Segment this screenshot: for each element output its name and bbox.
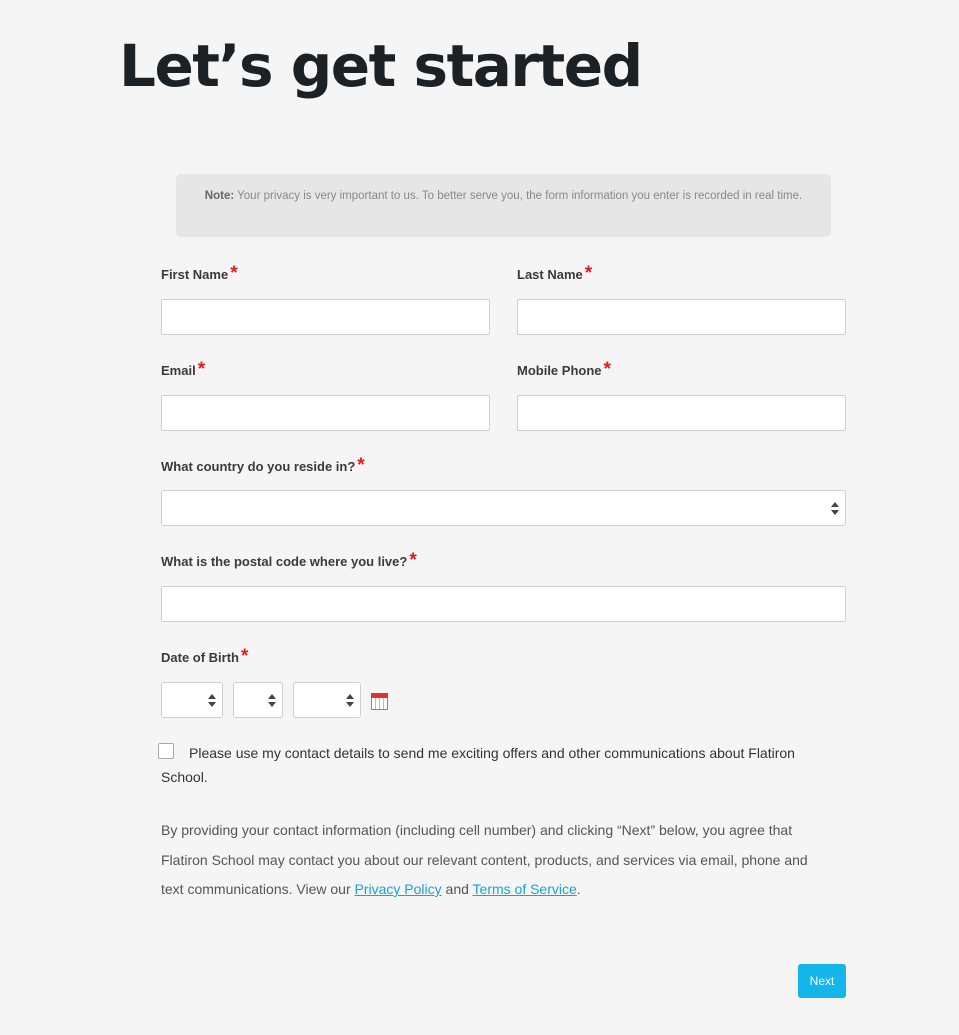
- last-name-input[interactable]: [517, 299, 846, 335]
- dob-day-select[interactable]: [233, 682, 283, 718]
- note-label: Note:: [204, 190, 235, 202]
- first-name-label-text: First Name: [161, 267, 229, 282]
- disclaimer-text: [161, 816, 831, 905]
- required-asterisk: *: [584, 263, 593, 284]
- dob-month-select[interactable]: [161, 682, 223, 718]
- last-name-label: [517, 263, 593, 284]
- updown-arrows-icon: [831, 502, 839, 516]
- required-asterisk: *: [197, 359, 206, 380]
- disclaimer-and: and: [441, 881, 473, 897]
- last-name-label-text: Last Name: [517, 267, 583, 282]
- note-text: Your privacy is very important to us. To better serve you, the form information you enter is recorded in real time.: [234, 190, 803, 202]
- calendar-icon[interactable]: [371, 693, 388, 710]
- privacy-note: [176, 174, 831, 237]
- required-asterisk: *: [230, 263, 238, 284]
- privacy-policy-link[interactable]: Privacy Policy: [354, 881, 442, 897]
- updown-arrows-icon: [346, 694, 354, 708]
- first-name-label: [161, 263, 238, 284]
- dob-label: [161, 646, 249, 667]
- email-label: [161, 359, 206, 380]
- required-asterisk: *: [357, 455, 365, 476]
- dob-label-text: Date of Birth: [161, 650, 239, 665]
- required-asterisk: *: [409, 550, 417, 571]
- required-asterisk: *: [603, 359, 611, 380]
- consent-text: Please use my contact details to send me exciting offers and other communications about Flatiron School.: [161, 745, 795, 785]
- country-label: [161, 455, 365, 476]
- mobile-phone-label: [517, 359, 611, 380]
- email-input[interactable]: [161, 395, 490, 431]
- email-label-text: Email: [161, 363, 196, 378]
- updown-arrows-icon: [208, 694, 216, 708]
- updown-arrows-icon: [268, 694, 276, 708]
- mobile-phone-label-text: Mobile Phone: [517, 363, 602, 378]
- next-button[interactable]: Next: [798, 964, 846, 998]
- country-label-text: What country do you reside in?: [161, 459, 356, 474]
- postal-code-label: [161, 550, 417, 571]
- postal-code-input[interactable]: [161, 586, 846, 622]
- mobile-phone-input[interactable]: [517, 395, 846, 431]
- country-select[interactable]: [161, 490, 846, 526]
- first-name-input[interactable]: [161, 299, 490, 335]
- disclaimer-end: .: [576, 881, 581, 897]
- terms-of-service-link[interactable]: Terms of Service: [472, 881, 577, 897]
- required-asterisk: *: [241, 646, 249, 667]
- page-title: Let’s get started: [119, 32, 642, 100]
- dob-year-select[interactable]: [293, 682, 361, 718]
- postal-code-label-text: What is the postal code where you live?: [161, 554, 408, 569]
- disclaimer-body: By providing your contact information (including cell number) and clicking “Next” below, you agree that Flatiron School may contact you about our relevant content, products, and services via email, phone and text communications. View our: [161, 822, 808, 897]
